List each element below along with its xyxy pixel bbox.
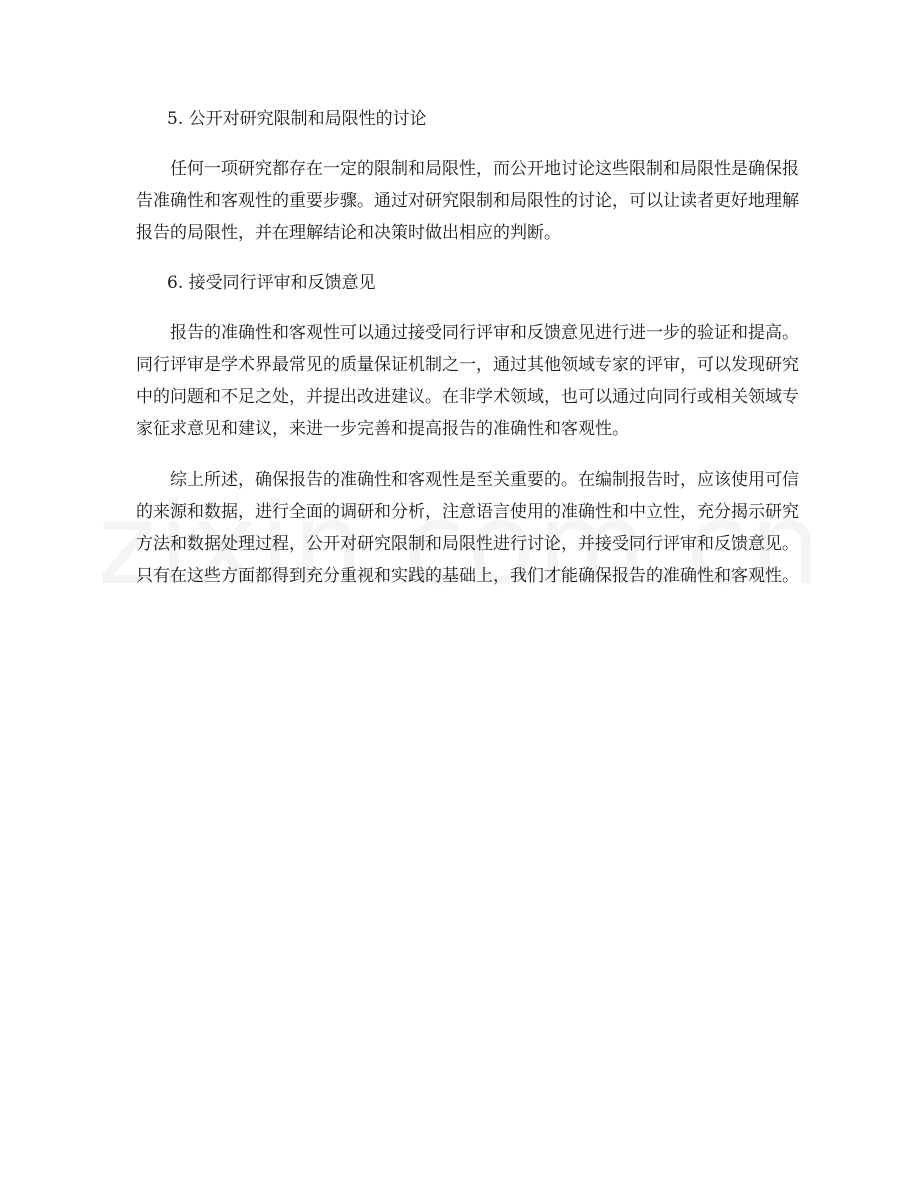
section-paragraph-5: 任何一项研究都存在一定的限制和局限性，而公开地讨论这些限制和局限性是确保报告准确性和客观性的重要步骤。通过对研究限制和局限性的讨论，可以让读者更好地理解报告的局限性，并在理解结论和决策时做出相应的判断。 (136, 159, 799, 243)
conclusion-paragraph: 综上所述，确保报告的准确性和客观性是至关重要的。在编制报告时，应该使用可信的来源和数据，进行全面的调研和分析，注意语言使用的准确性和中立性，充分揭示研究方法和数据处理过程，公开对研究限制和局限性进行讨论，并接受同行评审和反馈意见。只有在这些方面都得到充分重视和实践的基础上，我们才能确保报告的准确性和客观性。 (136, 470, 799, 586)
document-body (136, 104, 799, 611)
section-paragraph-6: 报告的准确性和客观性可以通过接受同行评审和反馈意见进行进一步的验证和提高。同行评审是学术界最常见的质量保证机制之一，通过其他领域专家的评审，可以发现研究中的问题和不足之处，并提出改进建议。在非学术领域，也可以通过向同行或相关领域专家征求意见和建议，来进一步完善和提高报告的准确性和客观性。 (136, 323, 799, 439)
section-heading-5: 5. 公开对研究限制和局限性的讨论 (167, 109, 427, 129)
section-heading-6: 6. 接受同行评审和反馈意见 (167, 273, 376, 293)
